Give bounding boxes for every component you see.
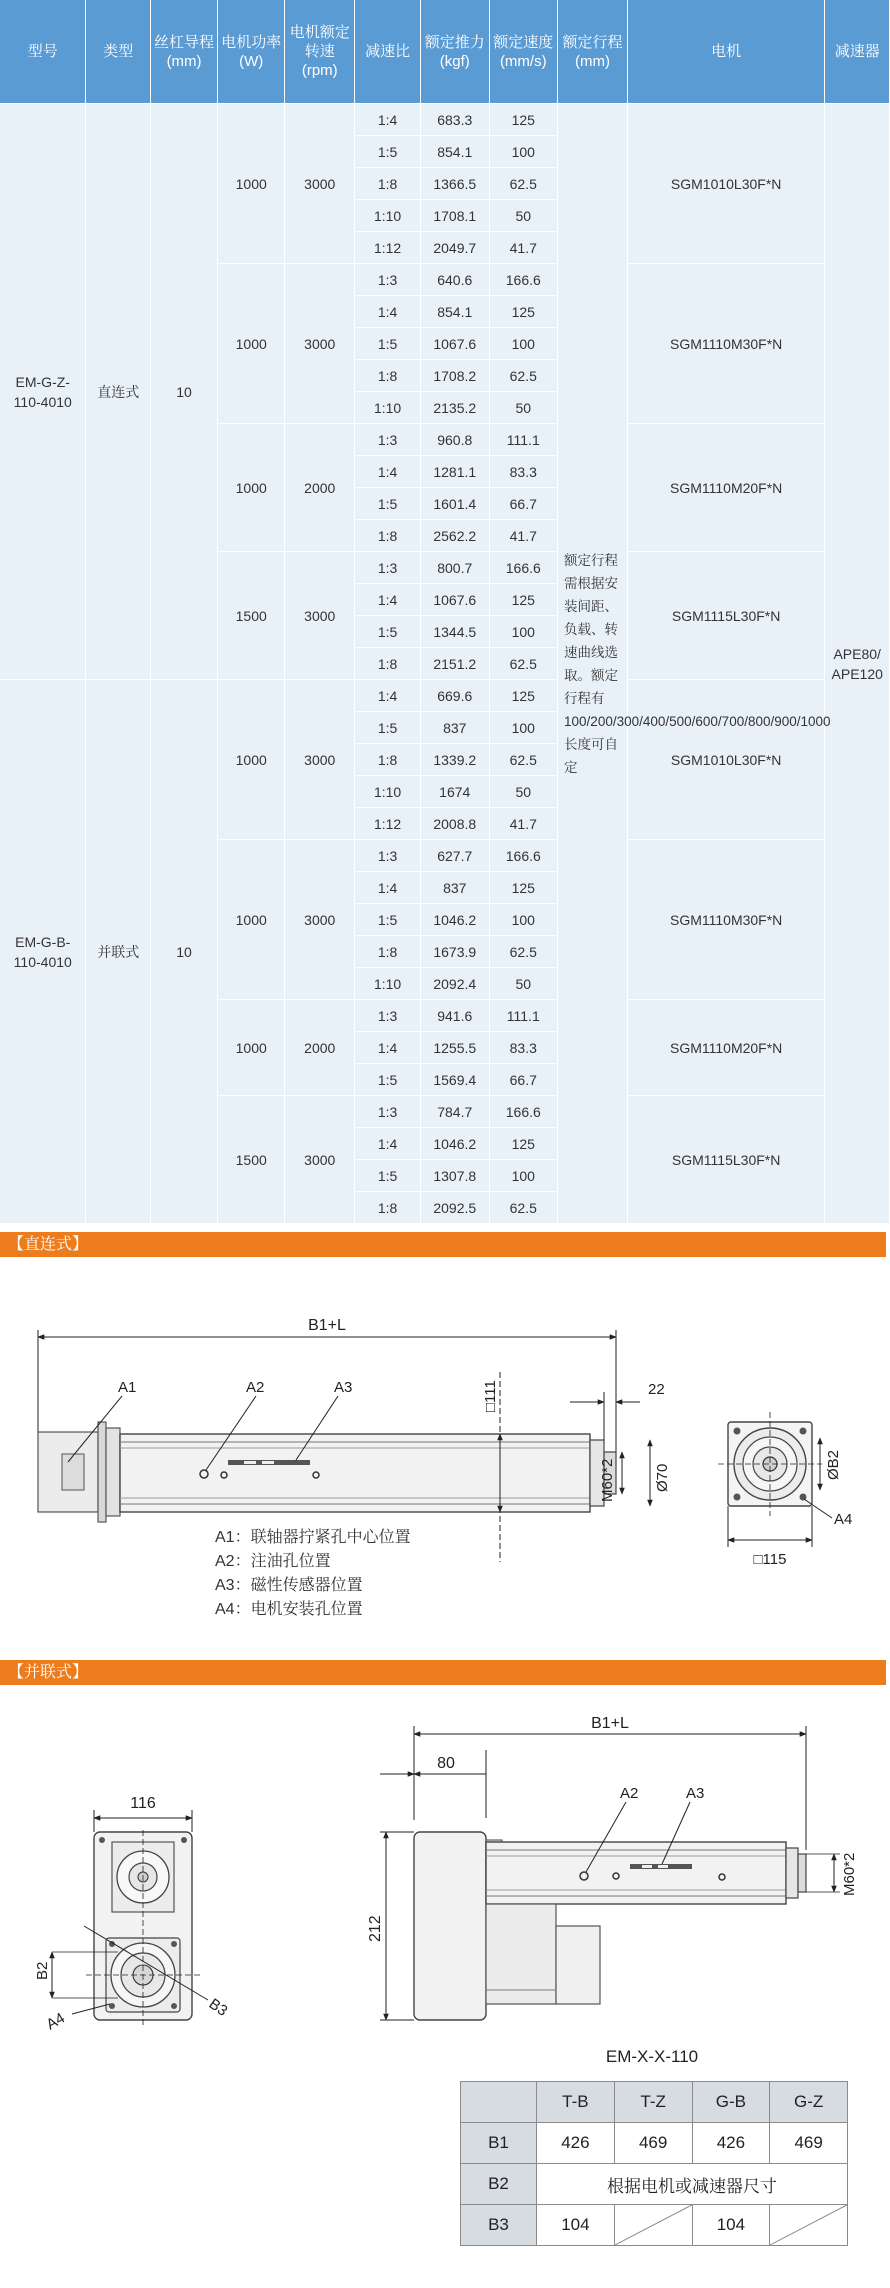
cell-speed-rpm: 2000 — [285, 424, 355, 552]
cell-type: 直连式 — [86, 104, 150, 680]
cell-motor: SGM1110M20F*N — [627, 424, 825, 552]
dim-row-b2 — [461, 2164, 848, 2205]
cell-speed: 125 — [489, 680, 558, 712]
cell-thrust: 1067.6 — [421, 328, 490, 360]
cell-thrust: 1601.4 — [421, 488, 490, 520]
cell-speed: 50 — [489, 392, 558, 424]
dim-row-b3 — [461, 2205, 848, 2246]
cell-type: 并联式 — [86, 680, 150, 1224]
header-motor: 电机 — [627, 0, 825, 104]
cell-ratio: 1:5 — [355, 1160, 421, 1192]
parallel-dim-offset: 80 — [437, 1755, 455, 1772]
cell-thrust: 1673.9 — [421, 936, 490, 968]
cell-speed: 83.3 — [489, 456, 558, 488]
cell-power: 1000 — [218, 1000, 285, 1096]
cell-thrust: 800.7 — [421, 552, 490, 584]
cell-speed: 62.5 — [489, 648, 558, 680]
cell-thrust: 960.8 — [421, 424, 490, 456]
direct-dim-height: □111 — [482, 1380, 499, 1412]
header-ratio: 减速比 — [355, 0, 421, 104]
header-lead: 丝杠导程 (mm) — [150, 0, 217, 104]
spec-row — [0, 104, 890, 136]
cell-thrust: 1344.5 — [421, 616, 490, 648]
cell-thrust: 784.7 — [421, 1096, 490, 1128]
cell-motor: SGM1115L30F*N — [627, 1096, 825, 1224]
cell-motor: SGM1110M30F*N — [627, 840, 825, 1000]
cell-ratio: 1:3 — [355, 424, 421, 456]
cell-ratio: 1:3 — [355, 1096, 421, 1128]
cell-motor: SGM1110M20F*N — [627, 1000, 825, 1096]
cell-speed-rpm: 3000 — [285, 840, 355, 1000]
cell-ratio: 1:4 — [355, 296, 421, 328]
cell-ratio: 1:4 — [355, 1128, 421, 1160]
cell-ratio: 1:5 — [355, 328, 421, 360]
direct-dim-overall: B1+L — [308, 1317, 346, 1334]
header-travel: 额定行程 (mm) — [558, 0, 628, 104]
cell-speed: 125 — [489, 872, 558, 904]
cell-ratio: 1:10 — [355, 776, 421, 808]
dim-row-b1 — [461, 2123, 848, 2164]
cell-ratio: 1:12 — [355, 232, 421, 264]
direct-drawing — [0, 1262, 890, 1612]
cell-lead: 10 — [150, 680, 217, 1224]
direct-label-a4: A4 — [834, 1511, 853, 1528]
dim-b3-tz-empty — [614, 2205, 692, 2246]
cell-speed: 166.6 — [489, 840, 558, 872]
cell-ratio: 1:5 — [355, 136, 421, 168]
cell-thrust: 2092.5 — [421, 1192, 490, 1224]
direct-label-a3: A3 — [334, 1379, 353, 1396]
cell-speed: 166.6 — [489, 264, 558, 296]
cell-speed: 62.5 — [489, 168, 558, 200]
cell-thrust: 2049.7 — [421, 232, 490, 264]
cell-thrust: 941.6 — [421, 1000, 490, 1032]
cell-speed: 41.7 — [489, 232, 558, 264]
cell-speed: 62.5 — [489, 744, 558, 776]
dim-label-b2: B2 — [461, 2164, 537, 2205]
cell-speed: 125 — [489, 584, 558, 616]
legend-a3: A3：磁性传感器位置 — [215, 1577, 363, 1594]
cell-thrust: 2092.4 — [421, 968, 490, 1000]
cell-speed: 111.1 — [489, 1000, 558, 1032]
direct-dim-square: □115 — [753, 1551, 787, 1568]
legend-a2: A2：注油孔位置 — [215, 1553, 331, 1570]
dim-b1-tz: 469 — [614, 2123, 692, 2164]
cell-ratio: 1:5 — [355, 616, 421, 648]
cell-speed: 41.7 — [489, 808, 558, 840]
cell-power: 1000 — [218, 104, 285, 264]
cell-thrust: 1067.6 — [421, 584, 490, 616]
cell-ratio: 1:4 — [355, 1032, 421, 1064]
spec-row — [0, 680, 890, 712]
cell-thrust: 2008.8 — [421, 808, 490, 840]
cell-thrust: 1339.2 — [421, 744, 490, 776]
cell-motor: SGM1010L30F*N — [627, 104, 825, 264]
cell-speed: 50 — [489, 200, 558, 232]
cell-thrust: 837 — [421, 712, 490, 744]
cell-speed: 41.7 — [489, 520, 558, 552]
cell-ratio: 1:8 — [355, 168, 421, 200]
cell-thrust: 854.1 — [421, 136, 490, 168]
cell-speed: 125 — [489, 1128, 558, 1160]
dim-label-b1: B1 — [461, 2123, 537, 2164]
parallel-drawing — [0, 1690, 890, 2070]
cell-ratio: 1:10 — [355, 200, 421, 232]
direct-dim-flange: 22 — [648, 1381, 665, 1398]
parallel-dim-overall: B1+L — [591, 1715, 629, 1732]
dim-b1-tb: 426 — [537, 2123, 615, 2164]
legend-a1: A1：联轴器拧紧孔中心位置 — [215, 1529, 411, 1546]
header-thrust: 额定推力 (kgf) — [421, 0, 490, 104]
cell-speed: 66.7 — [489, 488, 558, 520]
dim-col-tb: T-B — [537, 2082, 615, 2123]
cell-thrust: 1569.4 — [421, 1064, 490, 1096]
cell-thrust: 627.7 — [421, 840, 490, 872]
dim-b3-gz-empty — [770, 2205, 848, 2246]
direct-dim-b2: ØB2 — [825, 1449, 842, 1480]
dim-b1-gb: 426 — [692, 2123, 770, 2164]
dim-b3-tb: 104 — [537, 2205, 615, 2246]
cell-power: 1000 — [218, 264, 285, 424]
parallel-label-b3: B3 — [205, 1995, 231, 2020]
cell-thrust: 1366.5 — [421, 168, 490, 200]
dim-col-tz: T-Z — [614, 2082, 692, 2123]
cell-ratio: 1:8 — [355, 648, 421, 680]
dim-label-b3: B3 — [461, 2205, 537, 2246]
cell-speed: 83.3 — [489, 1032, 558, 1064]
cell-ratio: 1:8 — [355, 520, 421, 552]
dim-corner — [461, 2082, 537, 2123]
cell-ratio: 1:4 — [355, 104, 421, 136]
cell-thrust: 1046.2 — [421, 904, 490, 936]
direct-label-a1: A1 — [118, 1379, 137, 1396]
cell-power: 1000 — [218, 840, 285, 1000]
cell-thrust: 683.3 — [421, 104, 490, 136]
cell-speed: 62.5 — [489, 360, 558, 392]
cell-ratio: 1:8 — [355, 1192, 421, 1224]
cell-motor: SGM1110M30F*N — [627, 264, 825, 424]
cell-speed: 50 — [489, 968, 558, 1000]
cell-thrust: 2562.2 — [421, 520, 490, 552]
cell-ratio: 1:4 — [355, 680, 421, 712]
cell-ratio: 1:10 — [355, 392, 421, 424]
direct-dim-screw: M60*2 — [599, 1458, 616, 1502]
cell-speed: 100 — [489, 712, 558, 744]
cell-speed: 100 — [489, 1160, 558, 1192]
parallel-label-a4: A4 — [43, 2009, 68, 2034]
parallel-label-a3: A3 — [686, 1785, 705, 1802]
parallel-dim-width: 116 — [130, 1795, 156, 1812]
cell-ratio: 1:5 — [355, 712, 421, 744]
cell-thrust: 1281.1 — [421, 456, 490, 488]
header-power: 电机功率 (W) — [218, 0, 285, 104]
cell-speed: 50 — [489, 776, 558, 808]
cell-ratio: 1:3 — [355, 1000, 421, 1032]
cell-model: EM-G-Z- 110-4010 — [0, 104, 86, 680]
cell-speed: 62.5 — [489, 936, 558, 968]
cell-power: 1500 — [218, 1096, 285, 1224]
cell-ratio: 1:10 — [355, 968, 421, 1000]
cell-speed: 166.6 — [489, 1096, 558, 1128]
parallel-dim-height: 212 — [367, 1915, 384, 1942]
cell-speed: 125 — [489, 296, 558, 328]
cell-speed: 125 — [489, 104, 558, 136]
cell-thrust: 2135.2 — [421, 392, 490, 424]
dim-b2-text: 根据电机或减速器尺寸 — [537, 2164, 848, 2205]
cell-speed: 100 — [489, 136, 558, 168]
cell-speed: 111.1 — [489, 424, 558, 456]
parallel-label-a2: A2 — [620, 1785, 639, 1802]
direct-legend — [215, 1526, 411, 1622]
cell-speed: 100 — [489, 904, 558, 936]
cell-thrust: 854.1 — [421, 296, 490, 328]
cell-speed: 66.7 — [489, 1064, 558, 1096]
cell-ratio: 1:3 — [355, 840, 421, 872]
section-parallel-title: 【并联式】 — [0, 1660, 886, 1685]
cell-motor: SGM1010L30F*N — [627, 680, 825, 840]
cell-travel: 额定行程需根据安装间距、负载、转速曲线选取。额定行程有100/200/300/400/500/600/700/800/900/1000长度可自定 — [558, 104, 628, 1224]
cell-thrust: 1046.2 — [421, 1128, 490, 1160]
cell-ratio: 1:4 — [355, 872, 421, 904]
cell-thrust: 1708.1 — [421, 200, 490, 232]
cell-speed-rpm: 2000 — [285, 1000, 355, 1096]
cell-thrust: 669.6 — [421, 680, 490, 712]
cell-ratio: 1:3 — [355, 264, 421, 296]
model-caption: EM-X-X-110 — [605, 2047, 699, 2066]
dim-b3-gb: 104 — [692, 2205, 770, 2246]
cell-reducer: APE80/ APE120 — [825, 104, 890, 1224]
legend-a4: A4：电机安装孔位置 — [215, 1601, 363, 1618]
cell-ratio: 1:4 — [355, 584, 421, 616]
header-reducer: 减速器 — [825, 0, 890, 104]
cell-lead: 10 — [150, 104, 217, 680]
direct-label-a2: A2 — [246, 1379, 265, 1396]
cell-speed: 62.5 — [489, 1192, 558, 1224]
cell-speed: 166.6 — [489, 552, 558, 584]
cell-thrust: 1307.8 — [421, 1160, 490, 1192]
section-direct-title: 【直连式】 — [0, 1232, 886, 1257]
cell-speed-rpm: 3000 — [285, 104, 355, 264]
cell-ratio: 1:5 — [355, 1064, 421, 1096]
cell-ratio: 1:8 — [355, 360, 421, 392]
cell-ratio: 1:8 — [355, 936, 421, 968]
dim-b1-gz: 469 — [770, 2123, 848, 2164]
cell-speed-rpm: 3000 — [285, 1096, 355, 1224]
header-type: 类型 — [86, 0, 150, 104]
dim-col-gb: G-B — [692, 2082, 770, 2123]
parallel-label-b2: B2 — [34, 1961, 51, 1980]
direct-dim-dia: Ø70 — [654, 1463, 671, 1492]
cell-ratio: 1:12 — [355, 808, 421, 840]
dim-col-gz: G-Z — [770, 2082, 848, 2123]
cell-ratio: 1:4 — [355, 456, 421, 488]
spec-header-row — [0, 0, 890, 104]
cell-ratio: 1:3 — [355, 552, 421, 584]
parallel-dim-screw: M60*2 — [841, 1852, 858, 1896]
cell-motor: SGM1115L30F*N — [627, 552, 825, 680]
cell-speed-rpm: 3000 — [285, 264, 355, 424]
cell-thrust: 640.6 — [421, 264, 490, 296]
header-speed: 额定速度 (mm/s) — [489, 0, 558, 104]
cell-ratio: 1:5 — [355, 904, 421, 936]
cell-thrust: 2151.2 — [421, 648, 490, 680]
cell-thrust: 1674 — [421, 776, 490, 808]
header-speed-rpm: 电机额定 转速 (rpm) — [285, 0, 355, 104]
cell-power: 1500 — [218, 552, 285, 680]
cell-model: EM-G-B- 110-4010 — [0, 680, 86, 1224]
cell-thrust: 1255.5 — [421, 1032, 490, 1064]
header-model: 型号 — [0, 0, 86, 104]
cell-speed: 100 — [489, 616, 558, 648]
cell-ratio: 1:8 — [355, 744, 421, 776]
cell-speed-rpm: 3000 — [285, 680, 355, 840]
cell-ratio: 1:5 — [355, 488, 421, 520]
dim-header-row — [461, 2082, 848, 2123]
cell-power: 1000 — [218, 680, 285, 840]
cell-power: 1000 — [218, 424, 285, 552]
dimension-table — [460, 2081, 848, 2246]
cell-thrust: 1708.2 — [421, 360, 490, 392]
cell-speed: 100 — [489, 328, 558, 360]
cell-thrust: 837 — [421, 872, 490, 904]
cell-speed-rpm: 3000 — [285, 552, 355, 680]
spec-table-body — [0, 104, 890, 1224]
